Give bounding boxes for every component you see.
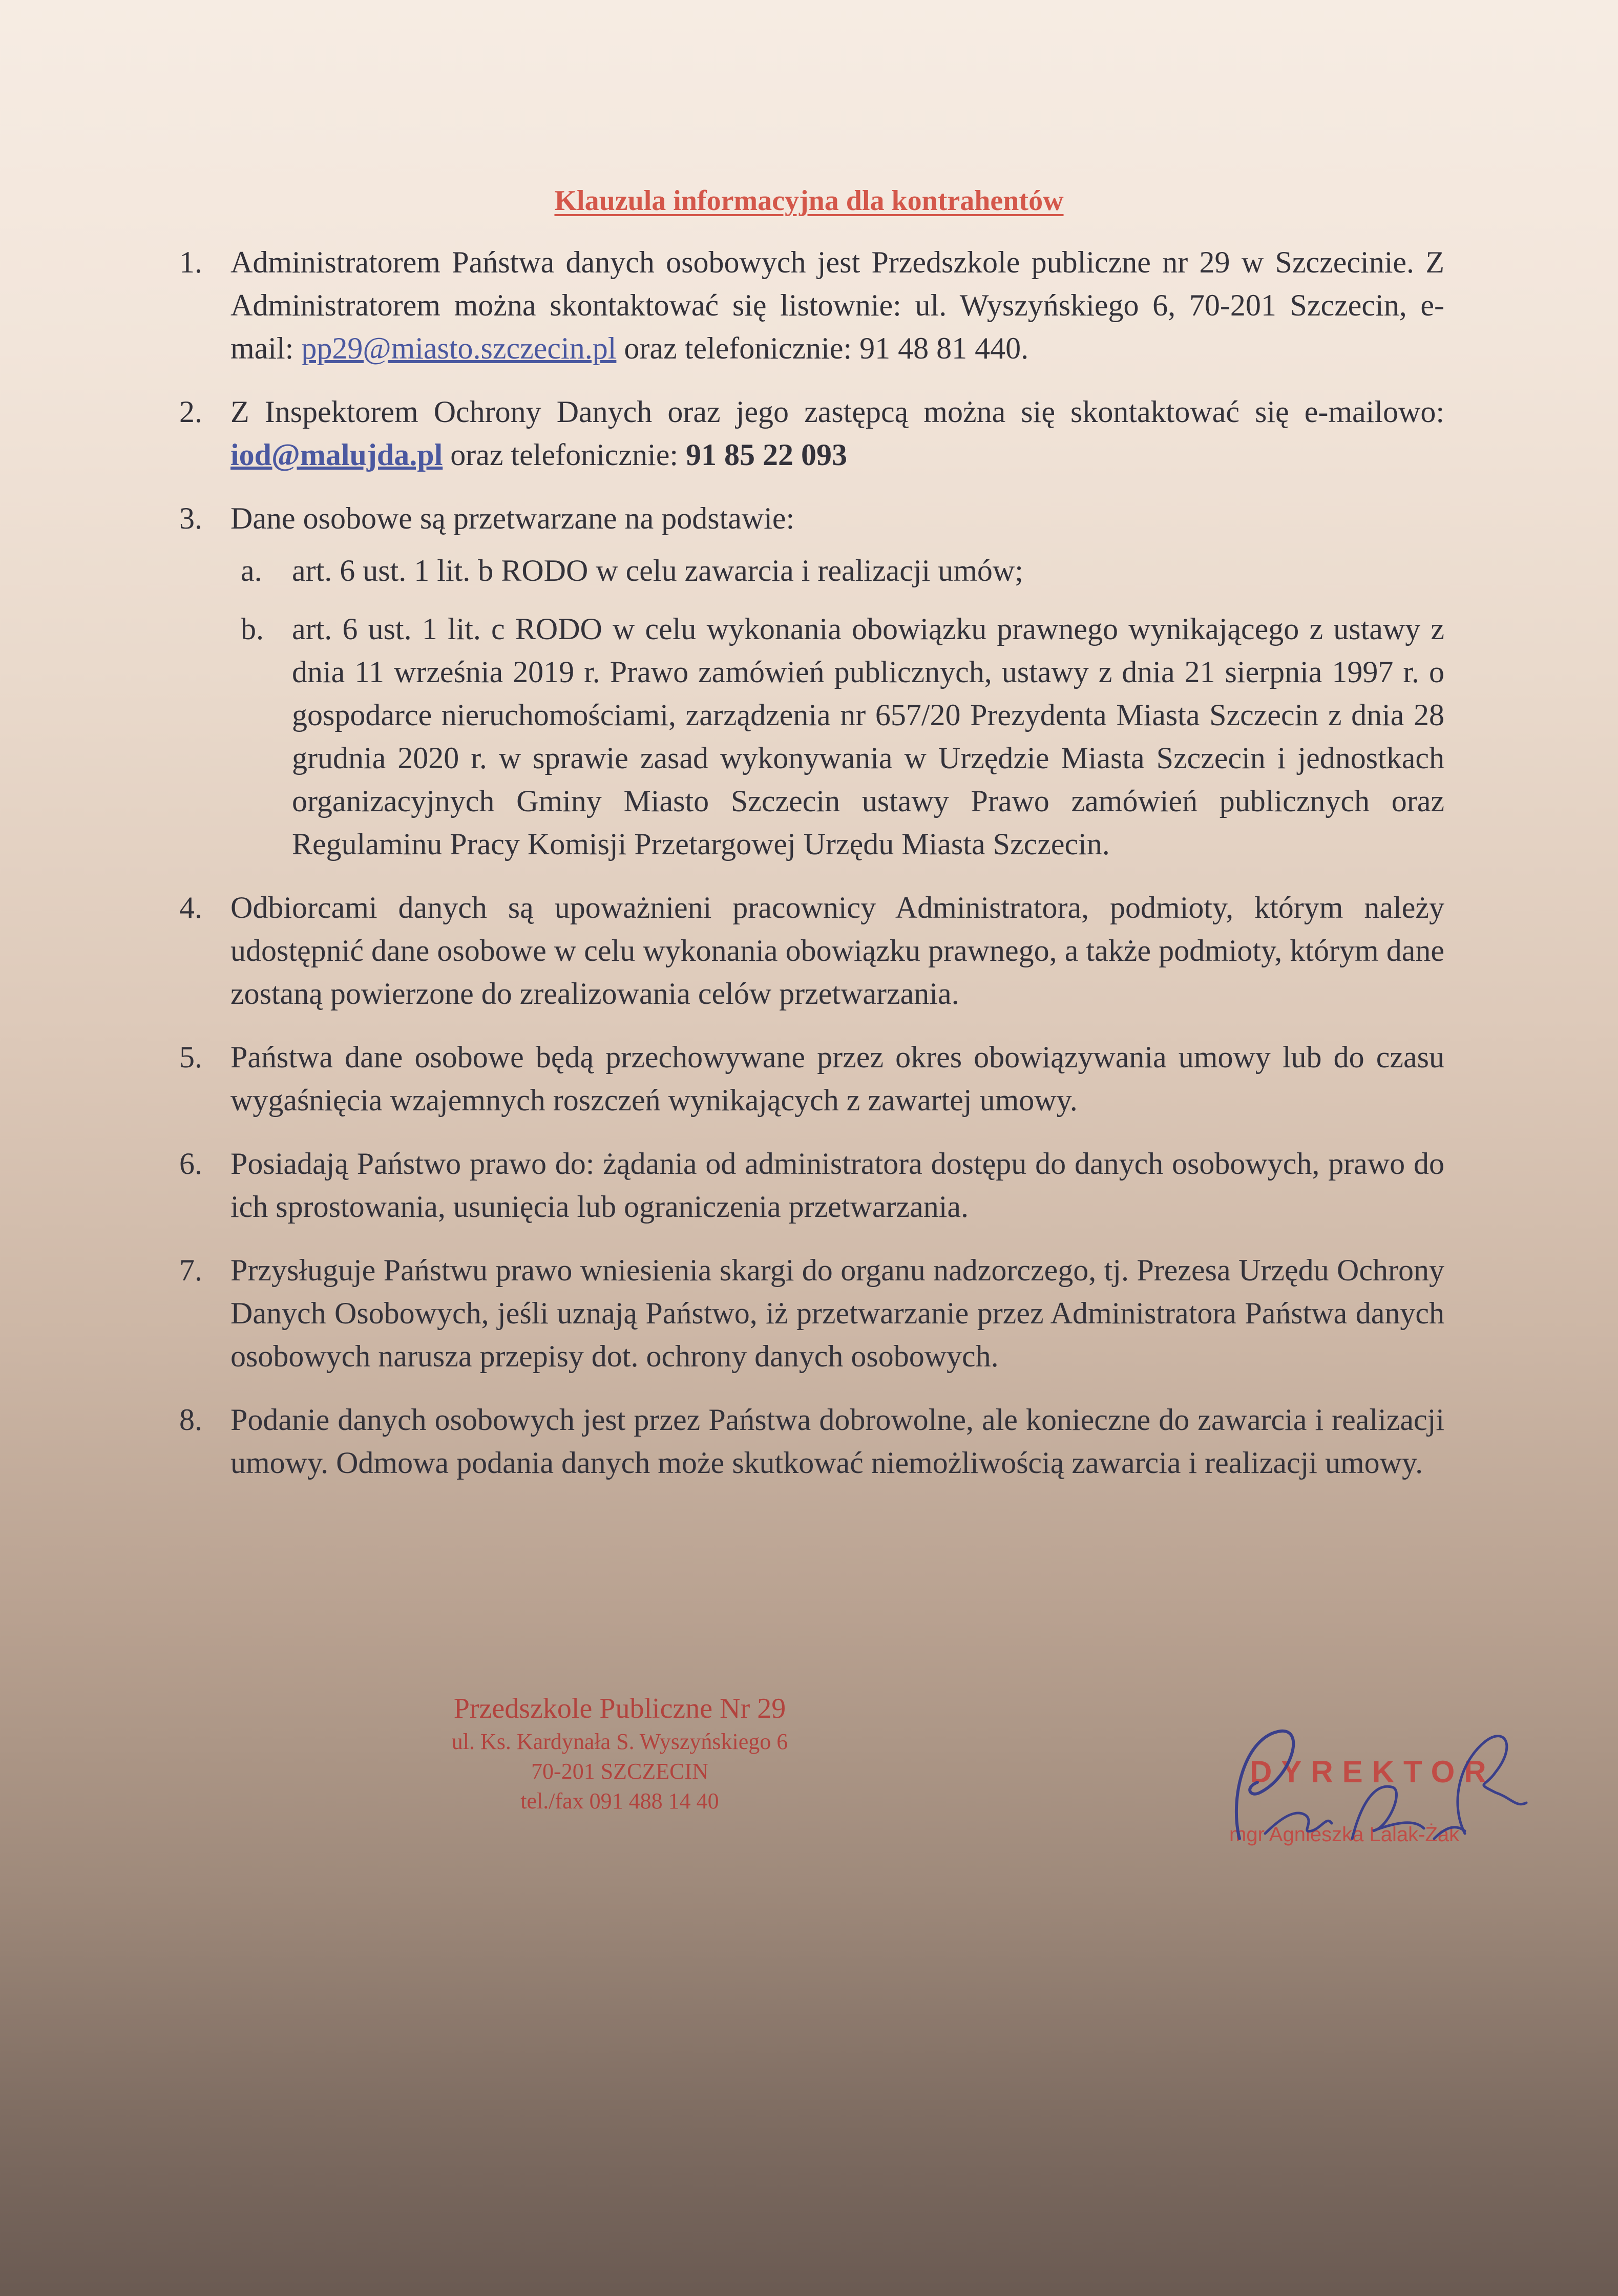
sub-item-text: art. 6 ust. 1 lit. c RODO w celu wykonania obowiązku prawnego wynikającego z ustawy z dnia 11 września 2019 r. Prawo zamówień publicznych, ustawy z dnia 21 sierpnia 1997 r. o gospodarce nieruchomościami, zarządzenia nr 657/20 Prezydenta Miasta Szczecin z dnia 28 grudnia 2020 r. w sprawie zasad wykonywania w Urzędzie Miasta Szczecin i jednostkach organizacyjnych Gminy Miasto Szczecin ustawy Prawo zamówień publicznych oraz Regulaminu Pracy Komisji Przetargowej Urzędu Miasta Szczecin. [292, 612, 1444, 861]
item-number: 7. [179, 1253, 202, 1287]
sub-item-letter: a. [241, 554, 262, 587]
stamp-city: 70-201 SZCZECIN [531, 1759, 708, 1784]
stamp-name: Przedszkole Publiczne Nr 29 [453, 1693, 786, 1724]
list-item [169, 390, 1444, 476]
item-number: 8. [179, 1403, 202, 1437]
item-number: 4. [179, 891, 202, 924]
item-text: Dane osobowe są przetwarzane na podstawie: [230, 501, 795, 535]
list-item [169, 1036, 1444, 1122]
sub-item [241, 549, 1444, 592]
email-link[interactable]: iod@malujda.pl [230, 438, 443, 472]
list-item [169, 497, 1444, 881]
item-number: 3. [179, 501, 202, 535]
item-text: Administratorem Państwa danych osobowych jest Przedszkole publiczne nr 29 w Szczecinie. Z Administratorem można skontaktować się listownie: ul. Wyszyńskiego 6, 70-201 Szczecin, e-mail: pp29@miasto.szczecin.pl oraz telefonicznie: 91 48 81 440. [230, 245, 1444, 365]
list-item [169, 1398, 1444, 1484]
sub-item-letter: b. [241, 612, 264, 646]
item-number: 6. [179, 1147, 202, 1181]
item-text: Z Inspektorem Ochrony Danych oraz jego zastępcą można się skontaktować się e-mailowo: iod@malujda.pl oraz telefonicznie: 91 85 22 093 [230, 395, 1444, 472]
clause-list [169, 241, 1444, 1505]
list-item [169, 1142, 1444, 1228]
item-text: Przysługuje Państwu prawo wniesienia skargi do organu nadzorczego, tj. Prezesa Urzędu Ochrony Danych Osobowych, jeśli uznają Państwo, iż przetwarzanie przez Administratora Państwa danych osobowych narusza przepisy dot. ochrony danych osobowych. [230, 1253, 1444, 1373]
item-text: Państwa dane osobowe będą przechowywane przez okres obowiązywania umowy lub do czasu wygaśnięcia wzajemnych roszczeń wynikających z zawartej umowy. [230, 1040, 1444, 1117]
list-item [169, 1249, 1444, 1378]
phone-number: 91 85 22 093 [686, 438, 847, 472]
item-text: Odbiorcami danych są upoważnieni pracownicy Administratora, podmioty, którym należy udostępnić dane osobowe w celu wykonania obowiązku prawnego, a także podmioty, którym dane zostaną powierzone do zrealizowania celów przetwarzania. [230, 891, 1444, 1010]
item-number: 1. [179, 245, 202, 279]
document-title: Klauzula informacyjna dla kontrahentów [554, 185, 1064, 217]
signature-name: mgr Agnieszka Lalak-Żak [1229, 1823, 1460, 1846]
list-item [169, 241, 1444, 370]
handwritten-signature-icon [1209, 1705, 1537, 1874]
sub-item-text: art. 6 ust. 1 lit. b RODO w celu zawarcia i realizacji umów; [292, 554, 1023, 587]
item-text: Posiadają Państwo prawo do: żądania od administratora dostępu do danych osobowych, prawo do ich sprostowania, usunięcia lub ograniczenia przetwarzania. [230, 1147, 1444, 1224]
item-number: 5. [179, 1040, 202, 1074]
stamp-street: ul. Ks. Kardynała S. Wyszyńskiego 6 [451, 1729, 788, 1754]
email-link[interactable]: pp29@miasto.szczecin.pl [301, 331, 617, 365]
institution-stamp [420, 1690, 819, 1816]
item-text: Podanie danych osobowych jest przez Państwa dobrowolne, ale konieczne do zawarcia i realizacji umowy. Odmowa podania danych może skutkować niemożliwością zawarcia i realizacji umowy. [230, 1403, 1444, 1480]
list-item [169, 886, 1444, 1015]
stamp-phone: tel./fax 091 488 14 40 [520, 1788, 719, 1814]
sub-item [241, 607, 1444, 866]
item-number: 2. [179, 395, 202, 429]
signature-title: DYREKTOR [1250, 1755, 1496, 1789]
director-signature [1209, 1705, 1537, 1874]
